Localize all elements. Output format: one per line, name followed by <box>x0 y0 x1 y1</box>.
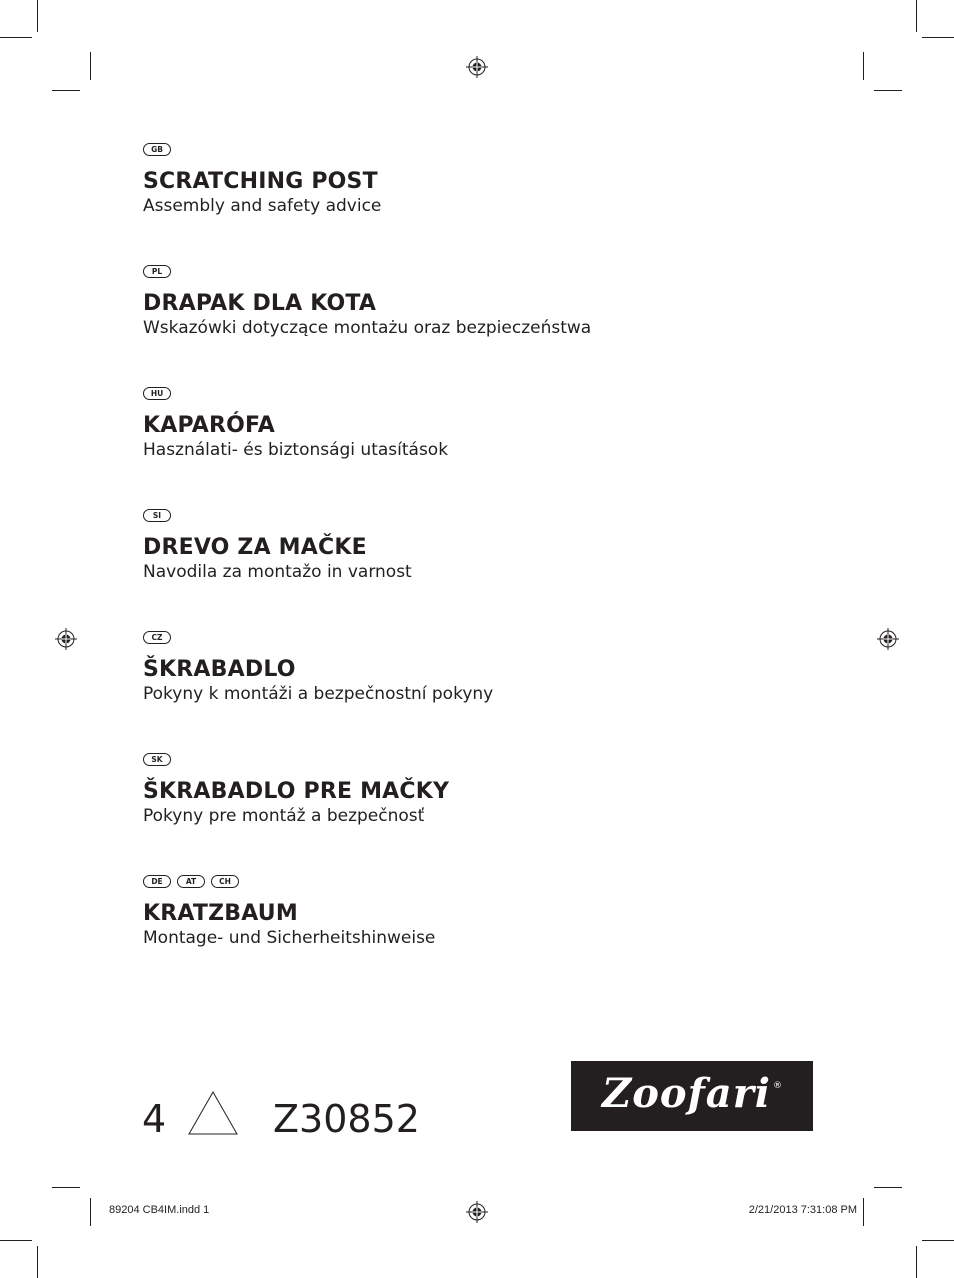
country-badges <box>143 387 448 400</box>
language-section-hu <box>143 387 448 461</box>
country-badges <box>143 753 449 766</box>
product-subtitle: Pokyny pre montáž a bezpečnosť <box>143 806 425 826</box>
product-title: DREVO ZA MAČKE <box>143 535 367 560</box>
crop-mark <box>0 37 32 38</box>
country-badge: GB <box>143 143 171 156</box>
country-badges <box>143 265 591 278</box>
country-badge: HU <box>143 387 171 400</box>
crop-mark <box>916 1246 917 1278</box>
crop-mark <box>874 1187 902 1188</box>
slug-file-name: 89204 CB4IM.indd 1 <box>109 1204 210 1216</box>
page-number: 4 <box>142 1097 167 1141</box>
product-title: ŠKRABADLO PRE MAČKY <box>143 779 450 804</box>
product-title: KAPARÓFA <box>143 413 275 438</box>
country-badge: CZ <box>143 631 171 644</box>
crop-mark <box>52 90 80 91</box>
slug-timestamp: 2/21/2013 7:31:08 PM <box>748 1204 857 1216</box>
country-badge: AT <box>177 875 205 888</box>
crop-mark <box>922 1240 954 1241</box>
registration-mark-icon <box>877 628 899 650</box>
country-badge: PL <box>143 265 171 278</box>
brand-name: Zoofari <box>602 1070 771 1117</box>
product-subtitle: Wskazówki dotyczące montażu oraz bezpieczeństwa <box>143 318 592 338</box>
model-number: Z30852 <box>273 1097 420 1141</box>
country-badge: CH <box>211 875 239 888</box>
language-section-de-at-ch <box>143 875 435 949</box>
product-subtitle: Assembly and safety advice <box>143 196 382 216</box>
language-section-si <box>143 509 412 583</box>
crop-mark <box>37 0 38 32</box>
language-section-pl <box>143 265 591 339</box>
registered-mark: ® <box>772 1081 782 1091</box>
language-section-cz <box>143 631 493 705</box>
language-section-gb <box>143 143 381 217</box>
product-subtitle: Navodila za montažo in varnost <box>143 562 412 582</box>
product-title: ŠKRABADLO <box>143 657 296 682</box>
crop-mark <box>37 1246 38 1278</box>
crop-mark <box>922 37 954 38</box>
crop-mark <box>863 1198 864 1226</box>
crop-mark <box>0 1240 32 1241</box>
crop-mark <box>874 90 902 91</box>
triangle-icon <box>187 1090 239 1136</box>
country-badge: DE <box>143 875 171 888</box>
country-badges <box>143 143 381 156</box>
crop-mark <box>90 52 91 80</box>
product-title: DRAPAK DLA KOTA <box>143 291 377 316</box>
product-subtitle: Pokyny k montáži a bezpečnostní pokyny <box>143 684 494 704</box>
crop-mark <box>916 0 917 32</box>
crop-mark <box>863 52 864 80</box>
crop-mark <box>52 1187 80 1188</box>
country-badge: SI <box>143 509 171 522</box>
registration-mark-icon <box>466 56 488 78</box>
country-badges <box>143 875 435 888</box>
country-badges <box>143 509 412 522</box>
country-badges <box>143 631 493 644</box>
language-section-sk <box>143 753 449 827</box>
registration-mark-icon <box>55 628 77 650</box>
country-badge: SK <box>143 753 171 766</box>
product-title: KRATZBAUM <box>143 901 298 926</box>
product-subtitle: Használati- és biztonsági utasítások <box>143 440 449 460</box>
product-title: SCRATCHING POST <box>143 169 378 194</box>
brand-logo <box>571 1061 813 1131</box>
crop-mark <box>90 1198 91 1226</box>
product-subtitle: Montage- und Sicherheitshinweise <box>143 928 436 948</box>
registration-mark-icon <box>466 1201 488 1223</box>
